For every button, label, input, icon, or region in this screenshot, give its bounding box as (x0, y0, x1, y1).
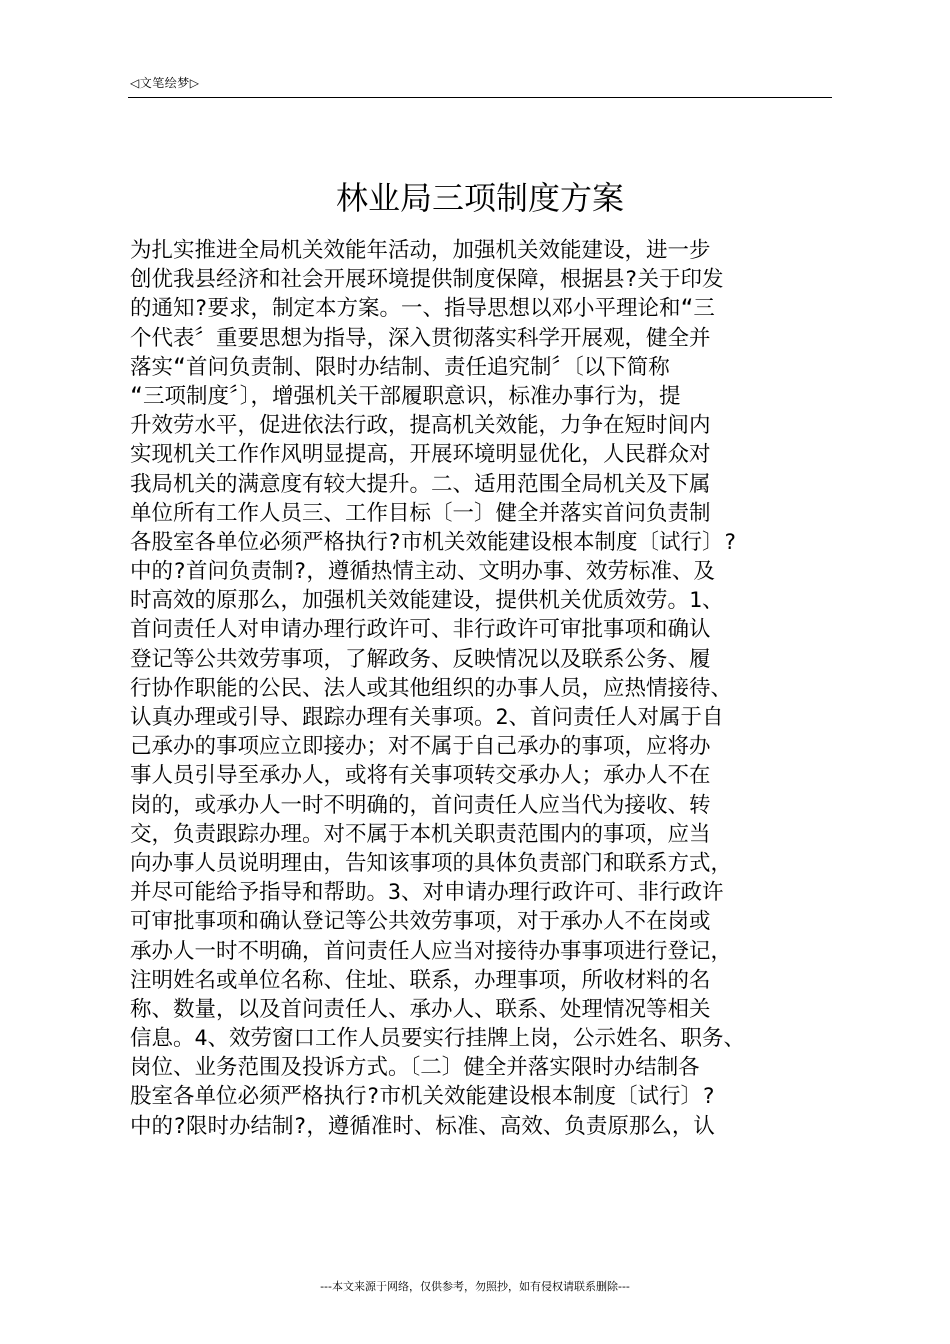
body-line: 向办事人员说明理由，告知该事项的具体负责部门和联系方式， (130, 850, 733, 876)
body-line: 各股室各单位必须严格执行?市机关效能建设根本制度〔试行〕? (130, 529, 737, 555)
body-line: 股室各单位必须严格执行?市机关效能建设根本制度〔试行〕? (130, 1084, 715, 1110)
body-line: 岗的，或承办人一时不明确的，首问责任人应当代为接收、转 (130, 792, 711, 818)
body-line: 并尽可能给予指导和帮助。3、对申请办理行政许可、非行政许 (130, 880, 724, 906)
body-line: 的通知?要求，制定本方案。一、指导思想以邓小平理论和“三 (130, 296, 715, 322)
body-line: 落实“首问负责制、限时办结制、责任追究制〞〔以下简称 (130, 354, 670, 380)
body-line: 岗位、业务范围及投诉方式。〔二〕健全并落实限时办结制各 (130, 1055, 700, 1081)
body-line: 交，负责跟踪办理。对不属于本机关职责范围内的事项，应当 (130, 821, 711, 847)
body-line: 时高效的原那么，加强机关效能建设，提供机关优质效劳。1、 (130, 588, 724, 614)
body-line: 信息。4、效劳窗口工作人员要实行挂牌上岗，公示姓名、职务、 (130, 1026, 745, 1052)
body-line: 认真办理或引导、跟踪办理有关事项。2、首问责任人对属于自 (130, 705, 724, 730)
body-line: 实现机关工作作风明显提高，开展环境明显优化，人民群众对 (130, 442, 711, 468)
body-line: 为扎实推进全局机关效能年活动，加强机关效能建设，进一步 (130, 238, 711, 263)
body-line: 升效劳水平，促进依法行政，提高机关效能，力争在短时间内 (130, 413, 711, 439)
document-body (130, 236, 842, 1141)
body-line: 首问责任人对申请办理行政许可、非行政许可审批事项和确认 (130, 617, 711, 643)
body-line: 中的?限时办结制?，遵循准时、标准、高效、负责原那么，认 (130, 1113, 715, 1139)
body-line: 事人员引导至承办人，或将有关事项转交承办人；承办人不在 (130, 763, 711, 789)
body-line: 登记等公共效劳事项，了解政务、反映情况以及联系公务、履 (130, 646, 711, 672)
body-line: 称、数量，以及首问责任人、承办人、联系、处理情况等相关 (130, 996, 711, 1022)
page-footer: ---本文来源于网络，仅供参考，勿照抄，如有侵权请联系删除--- (320, 1280, 630, 1293)
body-line: 己承办的事项应立即接办；对不属于自己承办的事项，应将办 (130, 734, 711, 760)
page-header: ◁文笔绘梦▷ (130, 76, 200, 90)
body-line: 单位所有工作人员三、工作目标〔一〕健全并落实首问负责制 (130, 500, 711, 526)
body-line: 承办人一时不明确，首问责任人应当对接待办事事项进行登记， (130, 938, 733, 964)
body-line: 个代表〞重要思想为指导，深入贯彻落实科学开展观，健全并 (130, 325, 711, 351)
body-line: “三项制度〞〕，增强机关干部履职意识，标准办事行为，提 (130, 383, 681, 409)
body-line: 注明姓名或单位名称、住址、联系，办理事项，所收材料的名 (130, 967, 711, 993)
body-line: 创优我县经济和社会开展环境提供制度保障，根据县?关于印发 (130, 267, 724, 293)
body-line: 行协作职能的公民、法人或其他组织的办事人员，应热情接待、 (130, 675, 733, 701)
body-line: 可审批事项和确认登记等公共效劳事项，对于承办人不在岗或 (130, 909, 711, 935)
header-divider (128, 97, 832, 98)
body-line: 我局机关的满意度有较大提升。二、适用范围全局机关及下属 (130, 471, 711, 497)
body-line: 中的?首问负责制?，遵循热情主动、文明办事、效劳标准、及 (130, 559, 715, 585)
document-title: 林业局三项制度方案 (335, 179, 624, 217)
